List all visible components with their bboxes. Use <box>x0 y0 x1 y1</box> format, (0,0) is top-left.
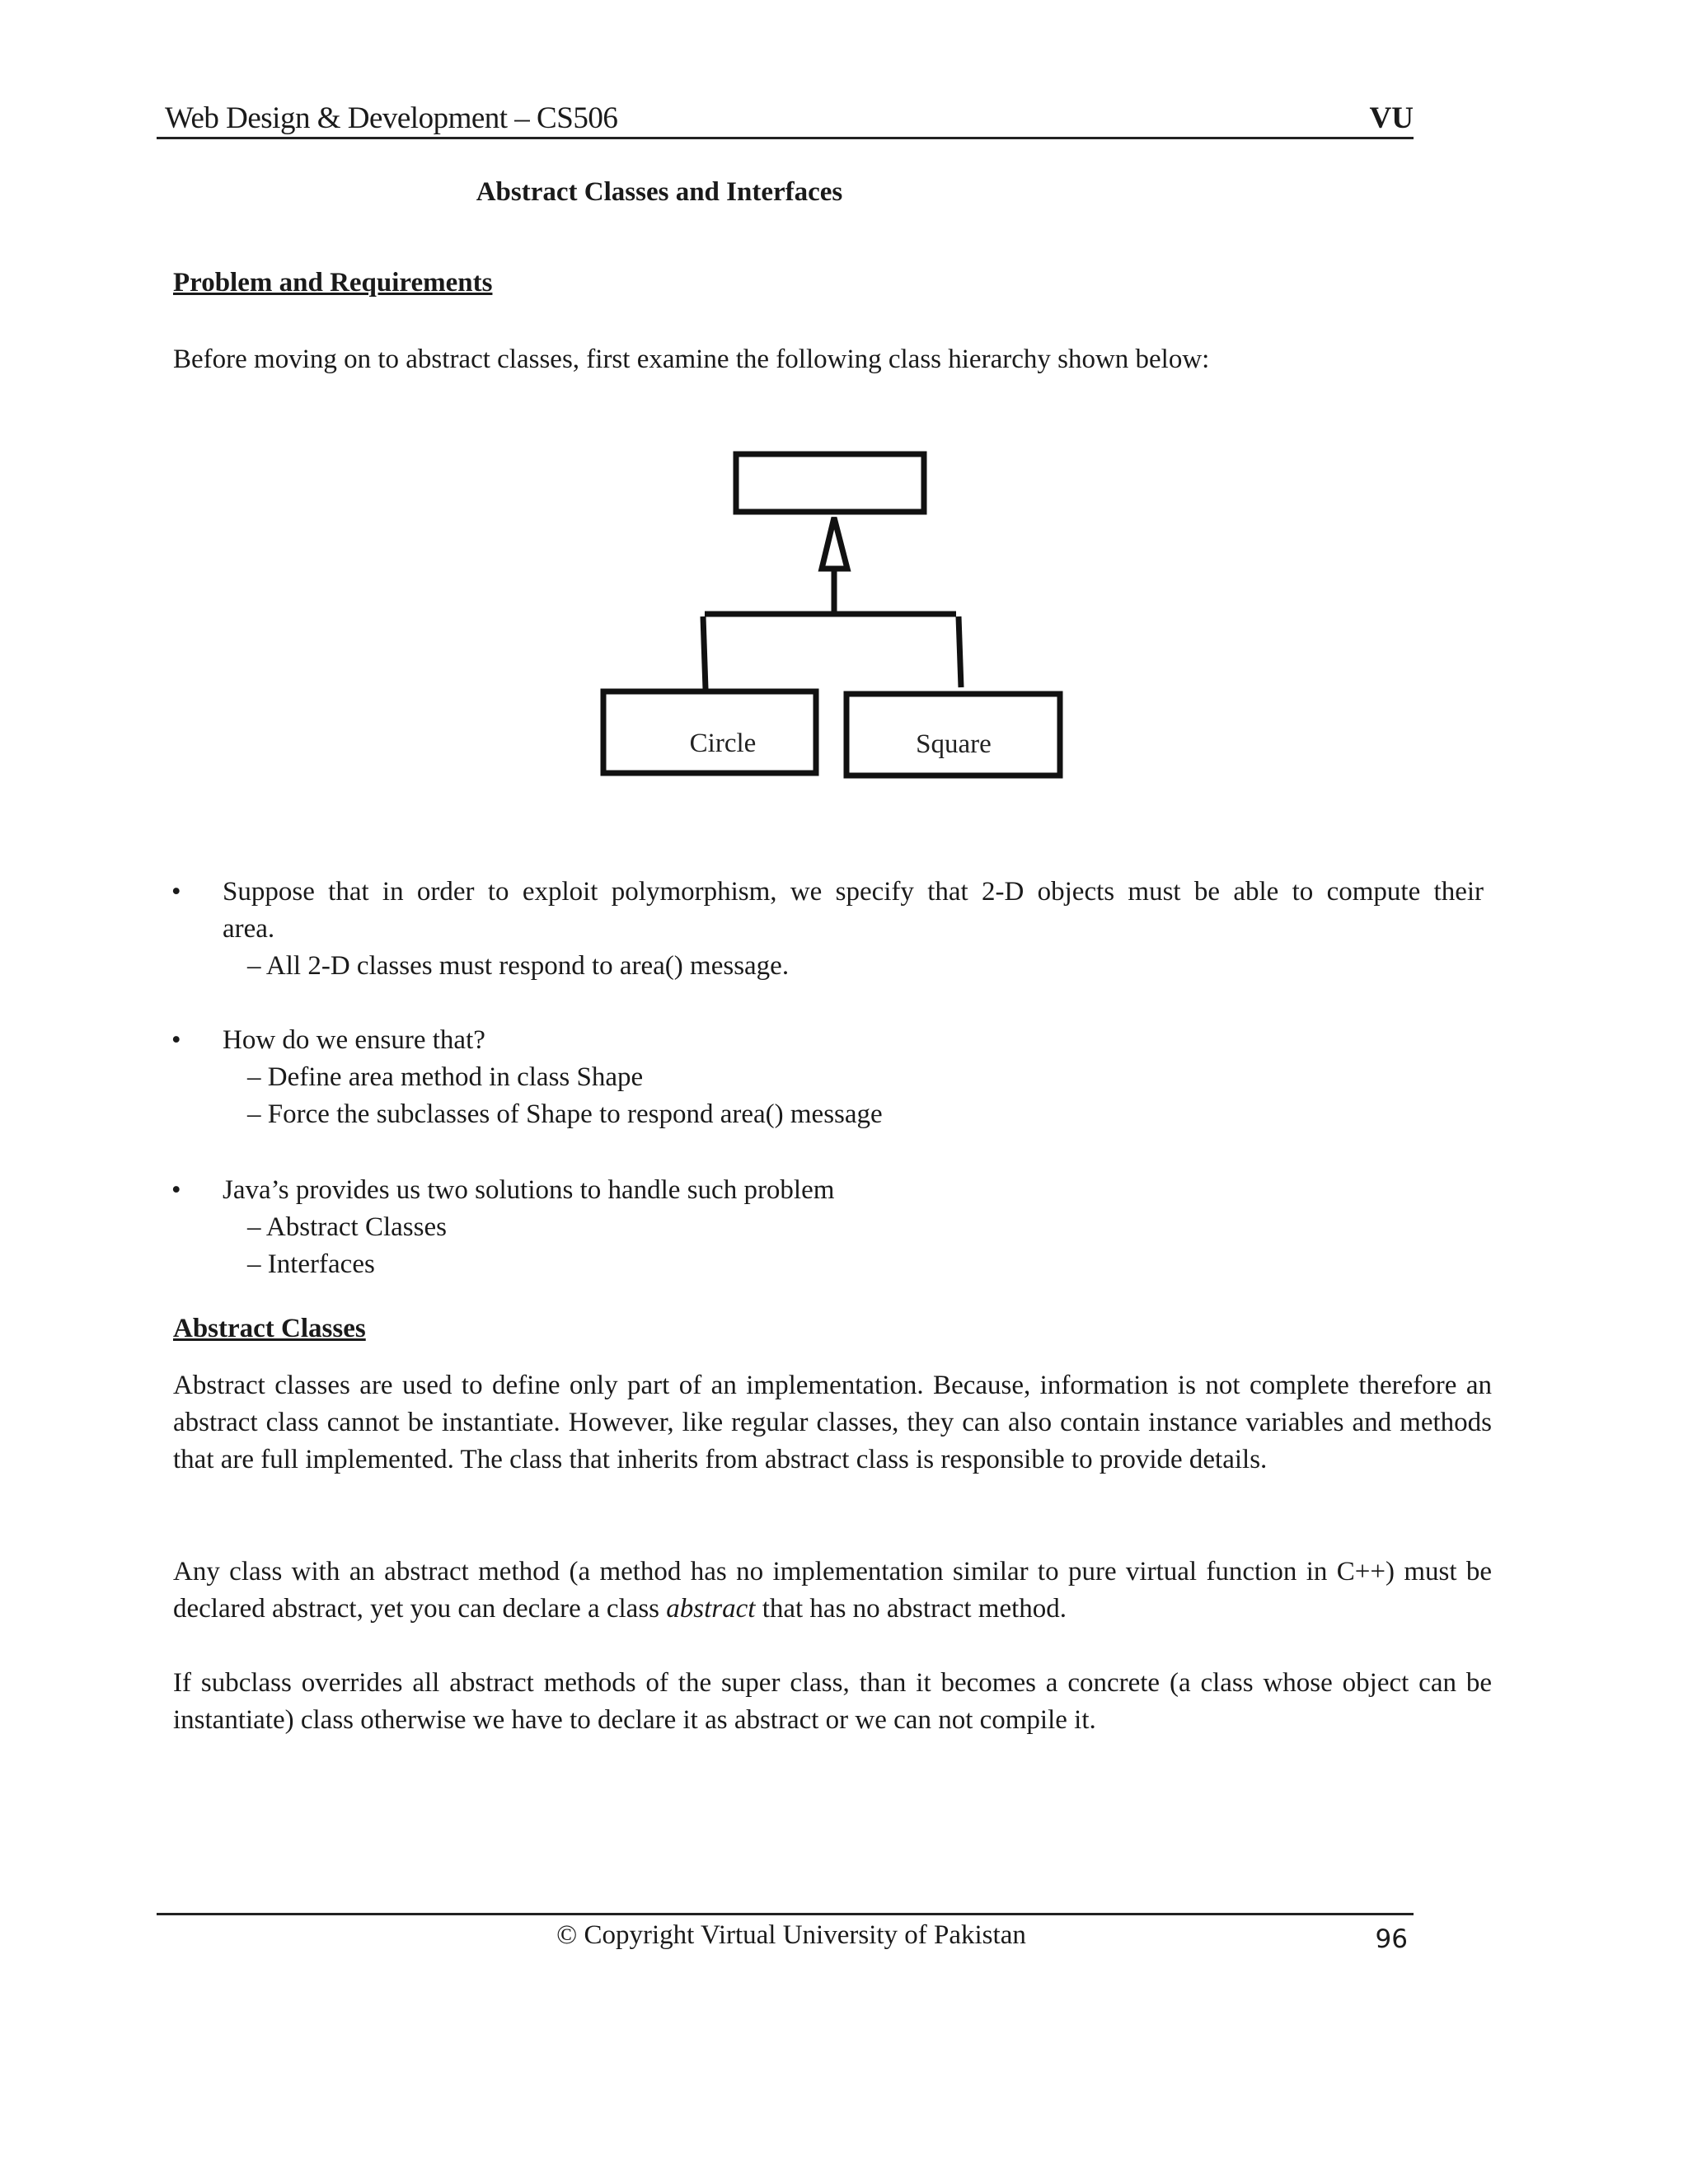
connector-left <box>703 616 706 689</box>
university-abbrev: VU <box>1369 101 1414 135</box>
bullet-text: Java’s provides us two solutions to handle such problem <box>223 1175 835 1205</box>
class-hierarchy-diagram <box>0 0 1688 824</box>
paragraph-abstract-method <box>173 1554 1492 1628</box>
paragraph-abstract-definition: Abstract classes are used to define only part of an implementation. Because, information is not complete therefore an abstract class cannot be instantiate. However, like regular classes, they can also contain instance variables and methods that are full implemented. The class that inherits from abstract class is responsible to provide details. <box>173 1371 1492 1474</box>
bullet-text <box>223 874 1492 948</box>
intro-paragraph: Before moving on to abstract classes, first examine the following class hierarchy shown below: <box>173 344 1210 374</box>
page-number: 96 <box>1375 1924 1408 1954</box>
page-title: Abstract Classes and Interfaces <box>476 177 843 207</box>
square-class-label: Square <box>916 729 992 759</box>
paragraph-concrete-class: If subclass overrides all abstract methods of the super class, than it becomes a concrete (a class whose object can be instantiate) class otherwise we have to declare it as abstract or we can not compile it. <box>173 1668 1492 1735</box>
section-heading-abstract-classes: Abstract Classes <box>173 1314 366 1343</box>
footer-copyright: © Copyright Virtual University of Pakistan <box>556 1920 1026 1950</box>
footer-rule <box>157 1913 1414 1915</box>
text-run: Any class with an abstract method (a method has no implementation similar to pure virtual function in C++) must be declared abstract, yet you can declare a class <box>173 1557 1492 1624</box>
italic-term: abstract <box>666 1594 756 1624</box>
sub-item: – Interfaces <box>247 1249 375 1279</box>
bullet-dot: • <box>171 877 181 907</box>
sub-item: – All 2-D classes must respond to area() message. <box>247 951 790 981</box>
bullet-dot: • <box>171 1025 181 1055</box>
circle-class-label: Circle <box>689 729 757 758</box>
sub-item: – Define area method in class Shape <box>247 1062 644 1092</box>
course-title: Web Design & Development – CS506 <box>165 101 618 135</box>
connector-right <box>959 616 961 687</box>
bullet-text-line: area. <box>223 914 275 944</box>
bullet-text-line: Suppose that in order to exploit polymorphism, we specify that 2-D objects must be able to compute their <box>223 877 1484 907</box>
section-heading-problem: Problem and Requirements <box>173 268 493 298</box>
text-run: that has no abstract method. <box>755 1594 1067 1624</box>
parent-class-box <box>736 454 924 512</box>
inheritance-arrow <box>822 518 847 569</box>
bullet-text: How do we ensure that? <box>223 1025 485 1055</box>
sub-item: – Force the subclasses of Shape to respond area() message <box>247 1099 883 1129</box>
bullet-dot: • <box>171 1175 181 1205</box>
sub-item: – Abstract Classes <box>247 1212 447 1242</box>
